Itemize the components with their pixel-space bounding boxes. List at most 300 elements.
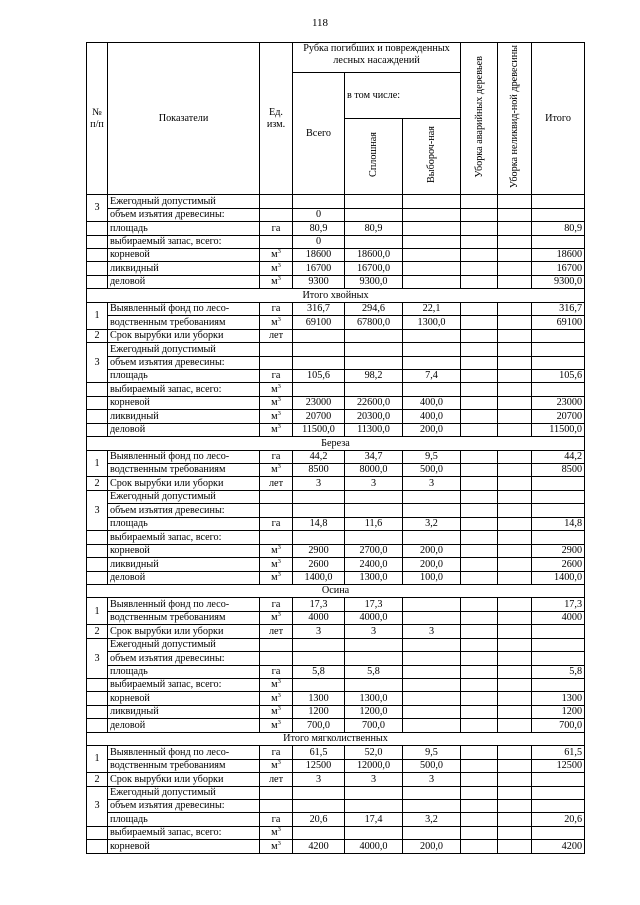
row-unit: га <box>260 813 293 826</box>
section-title: Береза <box>87 437 585 450</box>
value-itogo: 18600 <box>532 249 585 262</box>
value-total <box>293 786 345 799</box>
value-emergency <box>461 571 498 584</box>
value-selective <box>403 222 461 235</box>
table-header <box>87 43 585 195</box>
row-unit: $м^3$ <box>260 396 293 409</box>
value-itogo <box>532 531 585 544</box>
value-total: 0 <box>293 208 345 221</box>
value-selective <box>403 611 461 624</box>
value-total: 44,2 <box>293 450 345 463</box>
value-itogo: 4200 <box>532 840 585 853</box>
value-illiquid <box>498 679 532 692</box>
table-row <box>87 665 585 678</box>
value-total <box>293 504 345 517</box>
row-label: водственным требованиям <box>108 316 260 329</box>
header-clear-cut: Сплошная <box>345 119 403 195</box>
value-total <box>293 826 345 839</box>
row-unit: га <box>260 517 293 530</box>
value-selective <box>403 383 461 396</box>
table-row <box>87 719 585 732</box>
row-label: ликвидный <box>108 262 260 275</box>
row-number <box>87 249 108 262</box>
value-illiquid <box>498 423 532 436</box>
value-illiquid <box>498 840 532 853</box>
row-unit: $м^3$ <box>260 464 293 477</box>
value-emergency <box>461 598 498 611</box>
table-row <box>87 383 585 396</box>
table-row <box>87 571 585 584</box>
value-selective: 3 <box>403 477 461 490</box>
value-total: 11500,0 <box>293 423 345 436</box>
row-unit <box>260 531 293 544</box>
row-label: выбираемый запас, всего: <box>108 679 260 692</box>
value-illiquid <box>498 558 532 571</box>
value-itogo: 80,9 <box>532 222 585 235</box>
row-label: выбираемый запас, всего: <box>108 531 260 544</box>
row-unit <box>260 490 293 503</box>
table-row <box>87 598 585 611</box>
value-emergency <box>461 705 498 718</box>
row-unit: $м^3$ <box>260 826 293 839</box>
value-selective <box>403 531 461 544</box>
value-selective: 500,0 <box>403 759 461 772</box>
table-row <box>87 746 585 759</box>
value-clear-cut: 2700,0 <box>345 544 403 557</box>
row-number <box>87 235 108 248</box>
value-emergency <box>461 410 498 423</box>
value-itogo: 8500 <box>532 464 585 477</box>
value-total: 4200 <box>293 840 345 853</box>
row-label: объем изъятия древесины: <box>108 356 260 369</box>
value-clear-cut: 2400,0 <box>345 558 403 571</box>
value-illiquid <box>498 692 532 705</box>
value-total <box>293 799 345 812</box>
value-total <box>293 195 345 208</box>
table-row <box>87 369 585 382</box>
row-unit: $м^3$ <box>260 679 293 692</box>
value-emergency <box>461 316 498 329</box>
value-emergency <box>461 490 498 503</box>
value-itogo <box>532 329 585 342</box>
row-unit <box>260 799 293 812</box>
value-itogo <box>532 826 585 839</box>
row-label: площадь <box>108 369 260 382</box>
value-emergency <box>461 759 498 772</box>
row-number: 3 <box>87 786 108 826</box>
value-illiquid <box>498 611 532 624</box>
row-unit <box>260 343 293 356</box>
value-itogo: 69100 <box>532 316 585 329</box>
value-itogo: 2600 <box>532 558 585 571</box>
value-emergency <box>461 692 498 705</box>
table-row <box>87 504 585 517</box>
value-total: 105,6 <box>293 369 345 382</box>
value-total <box>293 383 345 396</box>
table-row <box>87 208 585 221</box>
value-emergency <box>461 383 498 396</box>
row-unit: га <box>260 746 293 759</box>
value-itogo <box>532 356 585 369</box>
table-row <box>87 786 585 799</box>
value-total <box>293 638 345 651</box>
value-emergency <box>461 544 498 557</box>
section-title: Осина <box>87 584 585 597</box>
value-total: 12500 <box>293 759 345 772</box>
table-row <box>87 544 585 557</box>
row-label: объем изъятия древесины: <box>108 504 260 517</box>
value-itogo: 14,8 <box>532 517 585 530</box>
value-itogo <box>532 477 585 490</box>
value-itogo: 12500 <box>532 759 585 772</box>
value-illiquid <box>498 262 532 275</box>
value-itogo <box>532 383 585 396</box>
row-unit <box>260 356 293 369</box>
value-emergency <box>461 262 498 275</box>
value-illiquid <box>498 302 532 315</box>
value-itogo <box>532 679 585 692</box>
table-row <box>87 477 585 490</box>
row-label: деловой <box>108 423 260 436</box>
value-illiquid <box>498 638 532 651</box>
section-title: Итого мягколиственных <box>87 732 585 745</box>
table-row <box>87 275 585 288</box>
row-number <box>87 692 108 705</box>
value-clear-cut: 8000,0 <box>345 464 403 477</box>
value-emergency <box>461 719 498 732</box>
value-selective <box>403 826 461 839</box>
value-illiquid <box>498 544 532 557</box>
row-label: Срок вырубки или уборки <box>108 773 260 786</box>
row-label: Выявленный фонд по лесо- <box>108 746 260 759</box>
table-body <box>87 195 585 853</box>
row-unit: га <box>260 369 293 382</box>
value-itogo: 44,2 <box>532 450 585 463</box>
value-selective: 9,5 <box>403 450 461 463</box>
table-row <box>87 316 585 329</box>
table-row <box>87 450 585 463</box>
row-unit: га <box>260 302 293 315</box>
value-itogo: 1200 <box>532 705 585 718</box>
value-selective: 200,0 <box>403 840 461 853</box>
value-total: 9300 <box>293 275 345 288</box>
value-selective: 22,1 <box>403 302 461 315</box>
table-row <box>87 490 585 503</box>
row-number: 2 <box>87 477 108 490</box>
value-clear-cut: 52,0 <box>345 746 403 759</box>
row-label: корневой <box>108 692 260 705</box>
table-row <box>87 531 585 544</box>
row-label: Срок вырубки или уборки <box>108 477 260 490</box>
value-total: 316,7 <box>293 302 345 315</box>
row-label: выбираемый запас, всего: <box>108 383 260 396</box>
value-emergency <box>461 477 498 490</box>
value-clear-cut: 3 <box>345 773 403 786</box>
value-total: 14,8 <box>293 517 345 530</box>
value-selective: 3 <box>403 773 461 786</box>
value-illiquid <box>498 517 532 530</box>
table-row <box>87 396 585 409</box>
value-selective <box>403 638 461 651</box>
value-total: 1300 <box>293 692 345 705</box>
value-clear-cut: 1300,0 <box>345 692 403 705</box>
row-number <box>87 396 108 409</box>
value-emergency <box>461 450 498 463</box>
row-number: 3 <box>87 490 108 530</box>
value-emergency <box>461 611 498 624</box>
value-clear-cut: 1200,0 <box>345 705 403 718</box>
row-label: объем изъятия древесины: <box>108 799 260 812</box>
value-selective: 9,5 <box>403 746 461 759</box>
value-illiquid <box>498 490 532 503</box>
value-selective <box>403 275 461 288</box>
value-clear-cut <box>345 826 403 839</box>
value-clear-cut <box>345 356 403 369</box>
row-number: 3 <box>87 343 108 383</box>
value-itogo: 16700 <box>532 262 585 275</box>
value-total: 700,0 <box>293 719 345 732</box>
value-emergency <box>461 625 498 638</box>
value-itogo <box>532 773 585 786</box>
section-header <box>87 289 585 302</box>
value-total: 1200 <box>293 705 345 718</box>
row-label: водственным требованиям <box>108 464 260 477</box>
row-label: деловой <box>108 719 260 732</box>
table-row <box>87 262 585 275</box>
row-number <box>87 558 108 571</box>
value-clear-cut: 5,8 <box>345 665 403 678</box>
value-selective: 3,2 <box>403 517 461 530</box>
row-label: ликвидный <box>108 410 260 423</box>
value-itogo: 4000 <box>532 611 585 624</box>
value-selective <box>403 652 461 665</box>
header-selective-cut: Выбороч-ная <box>403 119 461 195</box>
row-label: корневой <box>108 249 260 262</box>
row-unit: $м^3$ <box>260 249 293 262</box>
value-selective <box>403 262 461 275</box>
header-num: № п/п <box>87 43 108 195</box>
value-illiquid <box>498 343 532 356</box>
value-clear-cut: 4000,0 <box>345 840 403 853</box>
row-label: выбираемый запас, всего: <box>108 235 260 248</box>
value-illiquid <box>498 329 532 342</box>
value-clear-cut: 20300,0 <box>345 410 403 423</box>
row-label: Срок вырубки или уборки <box>108 625 260 638</box>
row-label: корневой <box>108 840 260 853</box>
value-emergency <box>461 558 498 571</box>
row-unit: $м^3$ <box>260 275 293 288</box>
row-unit: $м^3$ <box>260 840 293 853</box>
row-number: 1 <box>87 598 108 625</box>
header-emergency-trees: Уборка аварийных деревьев <box>461 43 498 195</box>
row-label: площадь <box>108 665 260 678</box>
value-emergency <box>461 746 498 759</box>
value-clear-cut: 98,2 <box>345 369 403 382</box>
value-illiquid <box>498 746 532 759</box>
row-label: деловой <box>108 275 260 288</box>
value-itogo: 1400,0 <box>532 571 585 584</box>
value-selective <box>403 719 461 732</box>
value-total: 2900 <box>293 544 345 557</box>
value-itogo <box>532 490 585 503</box>
row-number <box>87 262 108 275</box>
table-row <box>87 410 585 423</box>
row-unit <box>260 652 293 665</box>
value-total: 8500 <box>293 464 345 477</box>
table-row <box>87 611 585 624</box>
row-number <box>87 410 108 423</box>
row-unit: лет <box>260 477 293 490</box>
header-illiquid-wood: Уборка неликвид-ной древесины <box>498 43 532 195</box>
value-emergency <box>461 275 498 288</box>
value-emergency <box>461 665 498 678</box>
table-row <box>87 759 585 772</box>
table-row <box>87 826 585 839</box>
value-clear-cut: 80,9 <box>345 222 403 235</box>
value-itogo <box>532 638 585 651</box>
value-emergency <box>461 813 498 826</box>
value-clear-cut: 17,4 <box>345 813 403 826</box>
value-emergency <box>461 396 498 409</box>
row-label: Выявленный фонд по лесо- <box>108 598 260 611</box>
value-itogo: 61,5 <box>532 746 585 759</box>
value-emergency <box>461 249 498 262</box>
value-selective: 200,0 <box>403 544 461 557</box>
value-illiquid <box>498 759 532 772</box>
table-row <box>87 302 585 315</box>
row-number <box>87 705 108 718</box>
table-row <box>87 652 585 665</box>
table-row <box>87 799 585 812</box>
value-emergency <box>461 799 498 812</box>
value-illiquid <box>498 786 532 799</box>
value-total: 69100 <box>293 316 345 329</box>
value-total <box>293 679 345 692</box>
value-emergency <box>461 423 498 436</box>
value-clear-cut: 16700,0 <box>345 262 403 275</box>
value-selective <box>403 249 461 262</box>
row-number: 1 <box>87 302 108 329</box>
value-clear-cut <box>345 383 403 396</box>
table-row <box>87 423 585 436</box>
value-selective: 100,0 <box>403 571 461 584</box>
table-row <box>87 329 585 342</box>
value-itogo <box>532 195 585 208</box>
value-clear-cut: 12000,0 <box>345 759 403 772</box>
row-unit <box>260 208 293 221</box>
value-emergency <box>461 464 498 477</box>
row-label: выбираемый запас, всего: <box>108 826 260 839</box>
row-label: Выявленный фонд по лесо- <box>108 302 260 315</box>
value-emergency <box>461 840 498 853</box>
table-row <box>87 249 585 262</box>
value-selective <box>403 598 461 611</box>
value-itogo <box>532 652 585 665</box>
value-clear-cut: 34,7 <box>345 450 403 463</box>
row-label: Выявленный фонд по лесо- <box>108 450 260 463</box>
value-illiquid <box>498 383 532 396</box>
forest-logging-table <box>86 42 585 854</box>
row-unit: лет <box>260 625 293 638</box>
value-illiquid <box>498 195 532 208</box>
value-clear-cut: 3 <box>345 477 403 490</box>
value-illiquid <box>498 410 532 423</box>
value-selective: 7,4 <box>403 369 461 382</box>
value-selective <box>403 343 461 356</box>
value-selective: 400,0 <box>403 396 461 409</box>
row-label: Ежегодный допустимый <box>108 786 260 799</box>
value-illiquid <box>498 665 532 678</box>
value-itogo: 23000 <box>532 396 585 409</box>
value-selective: 3,2 <box>403 813 461 826</box>
value-selective <box>403 799 461 812</box>
value-clear-cut: 4000,0 <box>345 611 403 624</box>
row-label: площадь <box>108 813 260 826</box>
value-total: 16700 <box>293 262 345 275</box>
row-unit <box>260 638 293 651</box>
row-unit: $м^3$ <box>260 316 293 329</box>
table-row <box>87 222 585 235</box>
value-illiquid <box>498 208 532 221</box>
value-illiquid <box>498 369 532 382</box>
value-total <box>293 490 345 503</box>
row-unit: га <box>260 222 293 235</box>
row-label: Ежегодный допустимый <box>108 195 260 208</box>
row-number <box>87 531 108 544</box>
value-clear-cut <box>345 504 403 517</box>
row-unit: $м^3$ <box>260 544 293 557</box>
value-itogo: 1300 <box>532 692 585 705</box>
table-row <box>87 356 585 369</box>
value-selective: 1300,0 <box>403 316 461 329</box>
row-unit: $м^3$ <box>260 383 293 396</box>
row-unit: $м^3$ <box>260 719 293 732</box>
value-illiquid <box>498 235 532 248</box>
value-total: 2600 <box>293 558 345 571</box>
row-unit: $м^3$ <box>260 692 293 705</box>
value-clear-cut: 22600,0 <box>345 396 403 409</box>
value-illiquid <box>498 477 532 490</box>
value-total: 20700 <box>293 410 345 423</box>
value-emergency <box>461 652 498 665</box>
value-selective <box>403 705 461 718</box>
header-including: в том числе: <box>345 73 461 119</box>
value-selective <box>403 786 461 799</box>
row-label: Ежегодный допустимый <box>108 638 260 651</box>
value-selective: 3 <box>403 625 461 638</box>
table-row <box>87 679 585 692</box>
section-title: Итого хвойных <box>87 289 585 302</box>
value-clear-cut <box>345 531 403 544</box>
value-itogo <box>532 208 585 221</box>
value-itogo: 316,7 <box>532 302 585 315</box>
row-number <box>87 423 108 436</box>
table-row <box>87 692 585 705</box>
header-indicators: Показатели <box>108 43 260 195</box>
row-number: 3 <box>87 195 108 222</box>
value-emergency <box>461 343 498 356</box>
row-unit: $м^3$ <box>260 410 293 423</box>
value-emergency <box>461 826 498 839</box>
value-total: 61,5 <box>293 746 345 759</box>
value-illiquid <box>498 625 532 638</box>
row-number <box>87 222 108 235</box>
section-header <box>87 437 585 450</box>
value-illiquid <box>498 464 532 477</box>
value-clear-cut <box>345 329 403 342</box>
value-itogo <box>532 504 585 517</box>
value-selective: 200,0 <box>403 423 461 436</box>
